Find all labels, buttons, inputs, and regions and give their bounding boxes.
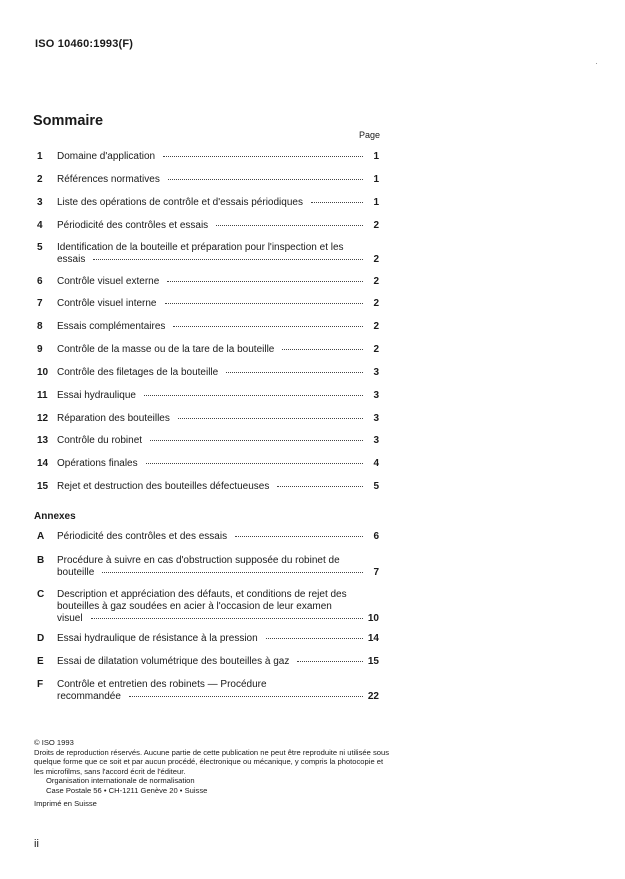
toc-entry-number: 15 [37,481,49,492]
annex-entry-f[interactable] [37,679,379,703]
dot-leader [266,637,363,639]
toc-entry-number: 1 [37,151,43,162]
toc-entry-page: 3 [373,367,379,378]
toc-entry-5[interactable] [37,242,379,266]
toc-entry-page: 1 [373,174,379,185]
standard-id-header: ISO 10460:1993(F) [35,38,134,50]
toc-entry-title-line: Identification de la bouteille et préparation pour l'inspection et les [57,242,344,253]
toc-entry-title: Contrôle du robinet [57,435,143,446]
toc-entry-page: 2 [373,220,379,231]
dot-leader [297,660,363,662]
toc-entry-7[interactable] [37,298,379,310]
dot-leader [173,325,363,327]
toc-entry-11[interactable] [37,390,379,402]
toc-entry-page: 2 [373,298,379,309]
annex-title-line: Procédure à suivre en cas d'obstruction supposée du robinet de [57,555,340,566]
org-name: Organisation internationale de normalisation [46,776,195,786]
annex-title: recommandée [57,691,121,702]
annex-page: 7 [373,567,379,578]
dot-leader [93,258,363,260]
toc-entry-title: Contrôle visuel externe [57,276,160,287]
toc-entry-number: 3 [37,197,43,208]
toc-entry-number: 5 [37,242,43,253]
scan-speck [596,63,597,64]
annex-entry-e[interactable] [37,656,379,668]
copyright-notice: © ISO 1993 [34,738,74,747]
annex-letter: E [37,656,44,667]
toc-entry-number: 6 [37,276,43,287]
toc-entry-title: Rejet et destruction des bouteilles défectueuses [57,481,270,492]
annex-entry-b[interactable] [37,555,379,579]
annex-title: visuel [57,613,83,624]
toc-entry-page: 1 [373,151,379,162]
toc-entry-title: Essai hydraulique [57,390,136,401]
toc-entry-title: Opérations finales [57,458,138,469]
dot-leader [178,417,363,419]
annex-page: 10 [367,613,379,624]
annex-page: 14 [367,633,379,644]
copyright-rights: Droits de reproduction réservés. Aucune partie de cette publication ne peut être reproduite ni utilisée sous quelque forme que ce soit et par aucun procédé, électronique ou mécanique, y compris la photocopie et les microfilms, sans l'accord écrit de l'éditeur. [34,747,390,776]
annex-letter: F [37,679,44,690]
dot-leader [144,394,363,396]
copyright-block [34,738,394,796]
toc-entry-page: 2 [373,276,379,287]
annex-entry-c[interactable] [37,589,379,625]
page-column-label: Page [359,130,381,140]
org-address: Case Postale 56 • CH-1211 Genève 20 • Suisse [46,785,208,795]
annex-title: Essai de dilatation volumétrique des bouteilles à gaz [57,656,290,667]
dot-leader [277,485,363,487]
annex-page: 22 [367,691,379,702]
toc-entry-title: essais [57,254,86,265]
annex-title-line: bouteilles à gaz soudées en acier à l'occasion de leur examen [57,601,332,612]
toc-entry-number: 9 [37,344,43,355]
toc-entry-number: 11 [37,390,48,401]
toc-entry-3[interactable] [37,197,379,209]
dot-leader [129,695,363,697]
annex-page: 6 [373,531,379,542]
annex-title-line: Contrôle et entretien des robinets — Procédure [57,679,267,690]
annex-page: 15 [367,656,379,667]
toc-entry-number: 14 [37,458,49,469]
toc-entry-8[interactable] [37,321,379,333]
dot-leader [102,571,363,573]
annex-title: bouteille [57,567,95,578]
annex-title: Périodicité des contrôles et des essais [57,531,228,542]
dot-leader [216,224,363,226]
annexes-heading: Annexes [34,511,76,522]
printed-in: Imprimé en Suisse [34,799,97,808]
annex-letter: A [37,531,45,542]
toc-entry-page: 3 [373,435,379,446]
toc-entry-page: 4 [373,458,379,469]
dot-leader [167,280,363,282]
annex-entry-d[interactable] [37,633,379,645]
toc-entry-title: Réparation des bouteilles [57,413,170,424]
dot-leader [163,155,363,157]
toc-entry-page: 1 [373,197,379,208]
toc-entry-4[interactable] [37,220,379,232]
toc-entry-number: 7 [37,298,43,309]
toc-entry-2[interactable] [37,174,379,186]
dot-leader [282,348,363,350]
toc-entry-title: Domaine d'application [57,151,156,162]
page-folio: ii [34,838,39,850]
toc-entry-number: 12 [37,413,49,424]
toc-entry-number: 4 [37,220,43,231]
toc-entry-number: 2 [37,174,43,185]
toc-entry-title: Périodicité des contrôles et essais [57,220,209,231]
annex-title: Essai hydraulique de résistance à la pression [57,633,258,644]
toc-entry-page: 2 [373,254,379,265]
page-title: Sommaire [33,113,104,129]
toc-entry-title: Contrôle des filetages de la bouteille [57,367,219,378]
dot-leader [311,201,363,203]
dot-leader [150,439,363,441]
toc-entry-1[interactable] [37,151,379,163]
dot-leader [226,371,363,373]
toc-entry-number: 10 [37,367,49,378]
toc-entry-14[interactable] [37,458,379,470]
toc-entry-number: 8 [37,321,43,332]
toc-entry-page: 5 [373,481,379,492]
annex-entry-a[interactable] [37,531,379,543]
toc-entry-title: Références normatives [57,174,160,185]
annex-letter: C [37,589,45,600]
annex-letter: B [37,555,45,566]
toc-entry-title: Contrôle de la masse ou de la tare de la bouteille [57,344,275,355]
toc-entry-title: Liste des opérations de contrôle et d'essais périodiques [57,197,303,208]
annex-letter: D [37,633,45,644]
dot-leader [91,617,363,619]
toc-entry-9[interactable] [37,344,379,356]
toc-entry-12[interactable] [37,413,379,425]
toc-entry-page: 2 [373,321,379,332]
toc-entry-15[interactable] [37,481,379,493]
toc-entry-number: 13 [37,435,49,446]
dot-leader [146,462,363,464]
dot-leader [165,302,364,304]
toc-entry-13[interactable] [37,435,379,447]
toc-entry-page: 3 [373,390,379,401]
toc-entry-page: 3 [373,413,379,424]
annex-title-line: Description et appréciation des défauts, et conditions de rejet des [57,589,347,600]
toc-entry-title: Essais complémentaires [57,321,166,332]
toc-entry-6[interactable] [37,276,379,288]
toc-entry-page: 2 [373,344,379,355]
dot-leader [235,535,363,537]
toc-entry-title: Contrôle visuel interne [57,298,157,309]
toc-entry-10[interactable] [37,367,379,379]
dot-leader [168,178,363,180]
